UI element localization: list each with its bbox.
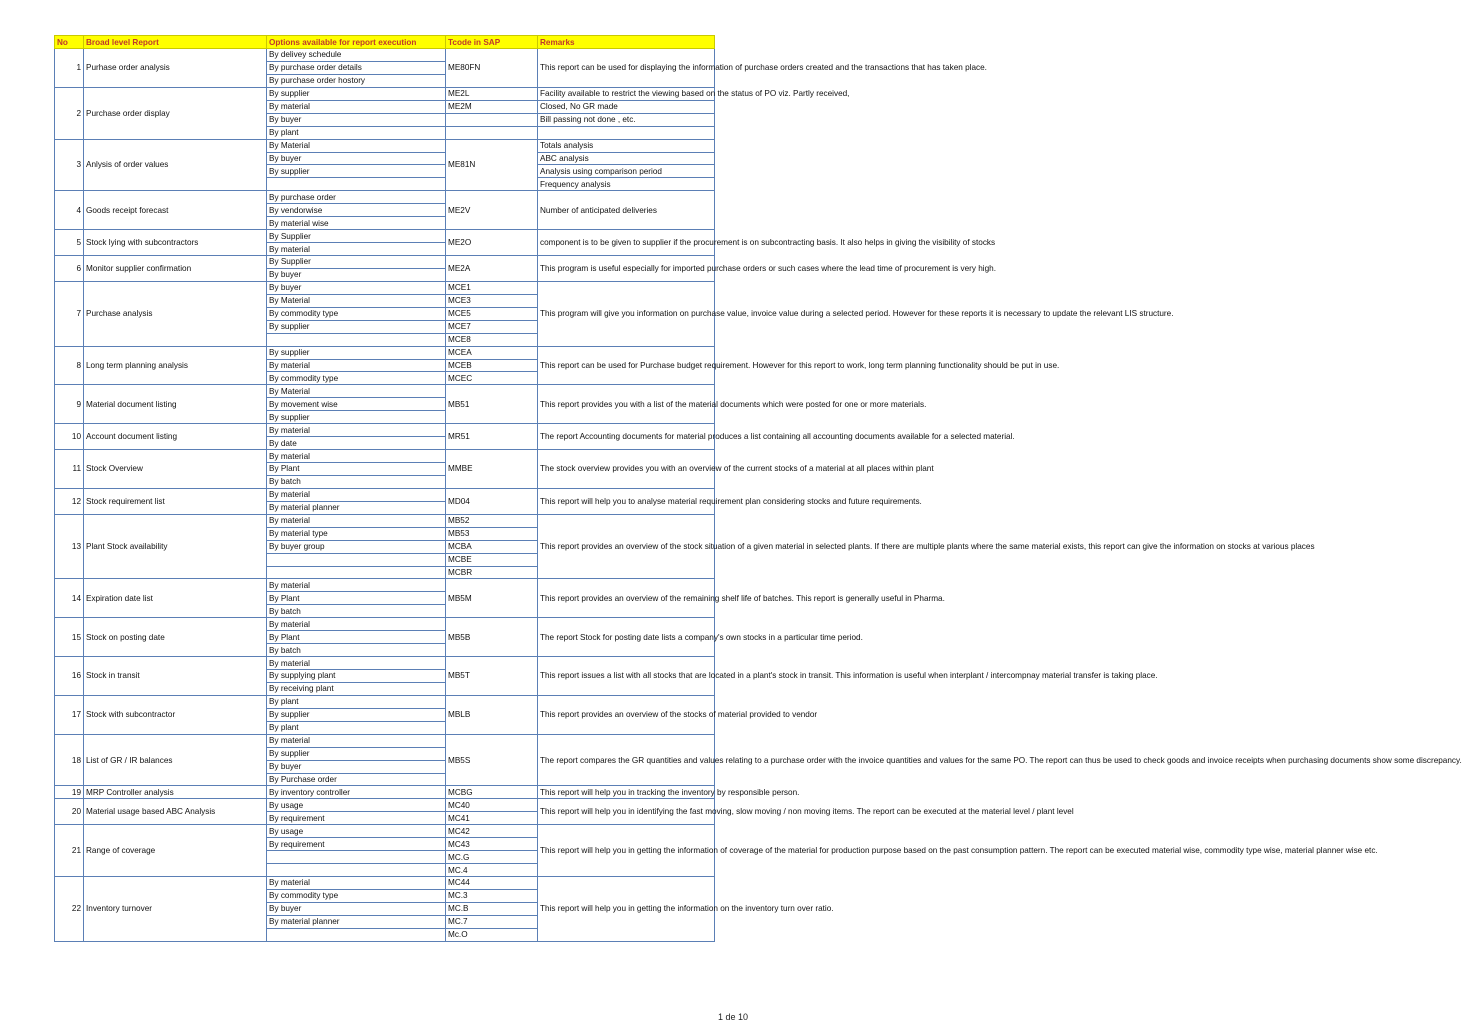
- row-number: 9: [55, 385, 84, 424]
- report-name: MRP Controller analysis: [84, 786, 267, 799]
- tcode-cell: MCEA: [446, 346, 538, 359]
- table-row: [55, 49, 715, 62]
- remark-cell: Frequency analysis: [538, 178, 715, 191]
- report-name: Material document listing: [84, 385, 267, 424]
- row-number: 19: [55, 786, 84, 799]
- option-cell: By material: [267, 514, 446, 527]
- tcode-cell: MCBE: [446, 553, 538, 566]
- tcode-cell: MC42: [446, 825, 538, 838]
- option-cell: By supplier: [267, 87, 446, 100]
- tcode-cell: MCEB: [446, 359, 538, 372]
- report-name: Stock Overview: [84, 450, 267, 489]
- tcode-cell: MC.7: [446, 915, 538, 928]
- option-cell: By commodity type: [267, 889, 446, 902]
- row-number: 18: [55, 734, 84, 786]
- option-cell: By material: [267, 450, 446, 463]
- option-cell: By material planner: [267, 501, 446, 514]
- table-row: [55, 825, 715, 838]
- header-no: No: [55, 36, 84, 49]
- remark-cell: component is to be given to supplier if the procurement is on subcontracting basis. It also helps in giving the visibility of stocks: [538, 230, 715, 256]
- row-number: 20: [55, 799, 84, 825]
- tcode-cell: MCE1: [446, 281, 538, 294]
- row-number: 14: [55, 579, 84, 618]
- option-cell: By usage: [267, 825, 446, 838]
- option-cell: [267, 928, 446, 941]
- tcode-cell: MB52: [446, 514, 538, 527]
- tcode-cell: ME80FN: [446, 49, 538, 88]
- remark-cell: Bill passing not done , etc.: [538, 113, 715, 126]
- table-row: [55, 87, 715, 100]
- option-cell: By material: [267, 734, 446, 747]
- tcode-cell: Mc.O: [446, 928, 538, 941]
- row-number: 16: [55, 657, 84, 696]
- option-cell: By material: [267, 100, 446, 113]
- option-cell: By buyer: [267, 902, 446, 915]
- remark-cell: The report Stock for posting date lists a company's own stocks in a particular time period.: [538, 618, 715, 657]
- tcode-cell: ME2M: [446, 100, 538, 113]
- tcode-cell: ME2O: [446, 230, 538, 256]
- option-cell: By plant: [267, 695, 446, 708]
- remark-cell: This program will give you information on purchase value, invoice value during a selected period. However for these reports it is necessary to update the relevant LIS structure.: [538, 281, 715, 346]
- report-name: Stock requirement list: [84, 488, 267, 514]
- remark-cell: The report compares the GR quantities and values relating to a purchase order with the invoice quantities and values for the same PO. The report can thus be used to check goods and invoice receipts when purchasing documents show some discrepancy.: [538, 734, 715, 786]
- tcode-cell: MC.G: [446, 851, 538, 864]
- option-cell: By requirement: [267, 838, 446, 851]
- remark-cell: This report provides you with a list of the material documents which were posted for one or more materials.: [538, 385, 715, 424]
- report-name: Stock with subcontractor: [84, 695, 267, 734]
- table-row: [55, 385, 715, 398]
- option-cell: By material: [267, 488, 446, 501]
- option-cell: By requirement: [267, 812, 446, 825]
- report-name: Purchase order display: [84, 87, 267, 139]
- table-row: [55, 488, 715, 501]
- report-name: Expiration date list: [84, 579, 267, 618]
- tcode-cell: [446, 126, 538, 139]
- table-row: [55, 799, 715, 812]
- report-name: Anlysis of order values: [84, 139, 267, 191]
- tcode-cell: MCE3: [446, 294, 538, 307]
- option-cell: By buyer group: [267, 540, 446, 553]
- table-row: [55, 230, 715, 243]
- option-cell: By material: [267, 877, 446, 890]
- table-row: [55, 657, 715, 670]
- option-cell: By supplying plant: [267, 670, 446, 683]
- tcode-cell: MC44: [446, 877, 538, 890]
- option-cell: By buyer: [267, 113, 446, 126]
- row-number: 13: [55, 514, 84, 579]
- option-cell: By Supplier: [267, 230, 446, 243]
- report-name: Purhase order analysis: [84, 49, 267, 88]
- tcode-cell: MBLB: [446, 695, 538, 734]
- row-number: 12: [55, 488, 84, 514]
- tcode-cell: MB5S: [446, 734, 538, 786]
- option-cell: By Material: [267, 294, 446, 307]
- table-row: [55, 256, 715, 269]
- option-cell: By plant: [267, 126, 446, 139]
- remark-cell: This report will help you to analyse material requirement plan considering stocks and future requirements.: [538, 488, 715, 514]
- option-cell: By material: [267, 579, 446, 592]
- option-cell: By supplier: [267, 346, 446, 359]
- remark-cell: This report provides an overview of the stocks of material provided to vendor: [538, 695, 715, 734]
- table-row: [55, 786, 715, 799]
- remark-cell: This report issues a list with all stocks that are located in a plant's stock in transit. This information is useful when interplant / intercompnay material transfer is taking place.: [538, 657, 715, 696]
- option-cell: By supplier: [267, 320, 446, 333]
- tcode-cell: MD04: [446, 488, 538, 514]
- report-name: Monitor supplier confirmation: [84, 256, 267, 282]
- option-cell: By Supplier: [267, 256, 446, 269]
- row-number: 3: [55, 139, 84, 191]
- remark-cell: Closed, No GR made: [538, 100, 715, 113]
- tcode-cell: MC.3: [446, 889, 538, 902]
- option-cell: By movement wise: [267, 398, 446, 411]
- option-cell: By buyer: [267, 760, 446, 773]
- header-tcode: Tcode in SAP: [446, 36, 538, 49]
- option-cell: By delivey schedule: [267, 49, 446, 62]
- option-cell: By batch: [267, 475, 446, 488]
- option-cell: By purchase order hostory: [267, 74, 446, 87]
- remark-cell: Analysis using comparison period: [538, 165, 715, 178]
- row-number: 7: [55, 281, 84, 346]
- row-number: 4: [55, 191, 84, 230]
- remark-cell: The report Accounting documents for material produces a list containing all accounting documents available for a selected material.: [538, 424, 715, 450]
- tcode-cell: MMBE: [446, 450, 538, 489]
- option-cell: By commodity type: [267, 307, 446, 320]
- option-cell: [267, 553, 446, 566]
- tcode-cell: MC.4: [446, 864, 538, 877]
- table-row: [55, 877, 715, 890]
- row-number: 11: [55, 450, 84, 489]
- remark-cell: This report provides an overview of the remaining shelf life of batches. This report is generally useful in Pharma.: [538, 579, 715, 618]
- option-cell: By supplier: [267, 165, 446, 178]
- table-row: [55, 424, 715, 437]
- remark-cell: This report can be used for Purchase budget requirement. However for this report to work, long term planning functionality should be put in use.: [538, 346, 715, 385]
- report-name: List of GR / IR balances: [84, 734, 267, 786]
- option-cell: By inventory controller: [267, 786, 446, 799]
- remark-cell: This report will help you in getting the information of coverage of the material for production purpose based on the past consumption pattern. The report can be executed material wise, commodity type wise, material planner wise etc.: [538, 825, 715, 877]
- option-cell: By buyer: [267, 152, 446, 165]
- option-cell: By Plant: [267, 592, 446, 605]
- table-row: [55, 579, 715, 592]
- tcode-cell: MB5B: [446, 618, 538, 657]
- row-number: 6: [55, 256, 84, 282]
- row-number: 10: [55, 424, 84, 450]
- report-name: Range of coverage: [84, 825, 267, 877]
- option-cell: By vendorwise: [267, 204, 446, 217]
- tcode-cell: MB5M: [446, 579, 538, 618]
- remark-cell: [538, 126, 715, 139]
- report-name: Stock lying with subcontractors: [84, 230, 267, 256]
- header-remarks: Remarks: [538, 36, 715, 49]
- option-cell: [267, 851, 446, 864]
- header-report: Broad level Report: [84, 36, 267, 49]
- option-cell: By material: [267, 243, 446, 256]
- tcode-cell: MCE7: [446, 320, 538, 333]
- header-row: [55, 36, 715, 49]
- report-name: Plant Stock availability: [84, 514, 267, 579]
- report-name: Long term planning analysis: [84, 346, 267, 385]
- option-cell: By Material: [267, 139, 446, 152]
- option-cell: By purchase order: [267, 191, 446, 204]
- row-number: 22: [55, 877, 84, 942]
- tcode-cell: MCEC: [446, 372, 538, 385]
- row-number: 5: [55, 230, 84, 256]
- remark-cell: Totals analysis: [538, 139, 715, 152]
- table-row: [55, 139, 715, 152]
- table-row: [55, 618, 715, 631]
- option-cell: [267, 333, 446, 346]
- report-name: Purchase analysis: [84, 281, 267, 346]
- report-name: Goods receipt forecast: [84, 191, 267, 230]
- table-row: [55, 734, 715, 747]
- table-row: [55, 514, 715, 527]
- remark-cell: This program is useful especially for imported purchase orders or such cases where the lead time of procurement is very high.: [538, 256, 715, 282]
- remark-cell: The stock overview provides you with an overview of the current stocks of a material at all places within plant: [538, 450, 715, 489]
- tcode-cell: ME2A: [446, 256, 538, 282]
- header-options: Options available for report execution: [267, 36, 446, 49]
- table-row: [55, 695, 715, 708]
- option-cell: By material planner: [267, 915, 446, 928]
- tcode-cell: ME81N: [446, 139, 538, 191]
- option-cell: By Plant: [267, 463, 446, 476]
- tcode-cell: MCBA: [446, 540, 538, 553]
- report-name: Inventory turnover: [84, 877, 267, 942]
- option-cell: [267, 178, 446, 191]
- option-cell: By date: [267, 437, 446, 450]
- option-cell: By supplier: [267, 708, 446, 721]
- option-cell: By material: [267, 657, 446, 670]
- remark-cell: This report will help you in tracking the inventory by responsible person.: [538, 786, 715, 799]
- tcode-cell: MCE5: [446, 307, 538, 320]
- tcode-cell: MR51: [446, 424, 538, 450]
- remark-cell: This report will help you in identifying the fast moving, slow moving / non moving items. The report can be executed at the material level / plant level: [538, 799, 715, 825]
- tcode-cell: MCBG: [446, 786, 538, 799]
- option-cell: By material wise: [267, 217, 446, 230]
- option-cell: By material: [267, 424, 446, 437]
- option-cell: By buyer: [267, 268, 446, 281]
- option-cell: By purchase order details: [267, 61, 446, 74]
- option-cell: [267, 864, 446, 877]
- report-name: Material usage based ABC Analysis: [84, 799, 267, 825]
- table-row: [55, 281, 715, 294]
- page-number: 1 de 10: [717, 1012, 748, 1022]
- row-number: 8: [55, 346, 84, 385]
- option-cell: By usage: [267, 799, 446, 812]
- option-cell: By Plant: [267, 631, 446, 644]
- option-cell: By batch: [267, 605, 446, 618]
- tcode-cell: MC43: [446, 838, 538, 851]
- option-cell: By Material: [267, 385, 446, 398]
- remark-cell: This report will help you in getting the information on the inventory turn over ratio.: [538, 877, 715, 942]
- tcode-cell: MB5T: [446, 657, 538, 696]
- option-cell: By plant: [267, 721, 446, 734]
- option-cell: By batch: [267, 644, 446, 657]
- tcode-cell: MB51: [446, 385, 538, 424]
- report-name: Account document listing: [84, 424, 267, 450]
- table-row: [55, 450, 715, 463]
- option-cell: By material: [267, 618, 446, 631]
- row-number: 2: [55, 87, 84, 139]
- option-cell: By Purchase order: [267, 773, 446, 786]
- option-cell: By material type: [267, 527, 446, 540]
- report-name: Stock in transit: [84, 657, 267, 696]
- tcode-cell: MC40: [446, 799, 538, 812]
- option-cell: By supplier: [267, 411, 446, 424]
- table-row: [55, 346, 715, 359]
- tcode-cell: MC41: [446, 812, 538, 825]
- report-name: Stock on posting date: [84, 618, 267, 657]
- tcode-cell: [446, 113, 538, 126]
- remark-cell: ABC analysis: [538, 152, 715, 165]
- row-number: 17: [55, 695, 84, 734]
- report-table: [54, 35, 1462, 942]
- option-cell: By receiving plant: [267, 682, 446, 695]
- option-cell: By buyer: [267, 281, 446, 294]
- table-row: [55, 191, 715, 204]
- row-number: 1: [55, 49, 84, 88]
- remark-cell: This report provides an overview of the stock situation of a given material in selected plants. If there are multiple plants where the same material exists, this report can give the information on stocks at various places: [538, 514, 715, 579]
- tcode-cell: MB53: [446, 527, 538, 540]
- tcode-cell: MCBR: [446, 566, 538, 579]
- row-number: 15: [55, 618, 84, 657]
- row-number: 21: [55, 825, 84, 877]
- tcode-cell: ME2V: [446, 191, 538, 230]
- remark-cell: This report can be used for displaying the information of purchase orders created and the transactions that has taken place.: [538, 49, 715, 88]
- tcode-cell: MCE8: [446, 333, 538, 346]
- remark-cell: Facility available to restrict the viewing based on the status of PO viz. Partly received,: [538, 87, 715, 100]
- tcode-cell: ME2L: [446, 87, 538, 100]
- option-cell: By material: [267, 359, 446, 372]
- option-cell: By supplier: [267, 747, 446, 760]
- option-cell: By commodity type: [267, 372, 446, 385]
- option-cell: [267, 566, 446, 579]
- remark-cell: Number of anticipated deliveries: [538, 191, 715, 230]
- tcode-cell: MC.B: [446, 902, 538, 915]
